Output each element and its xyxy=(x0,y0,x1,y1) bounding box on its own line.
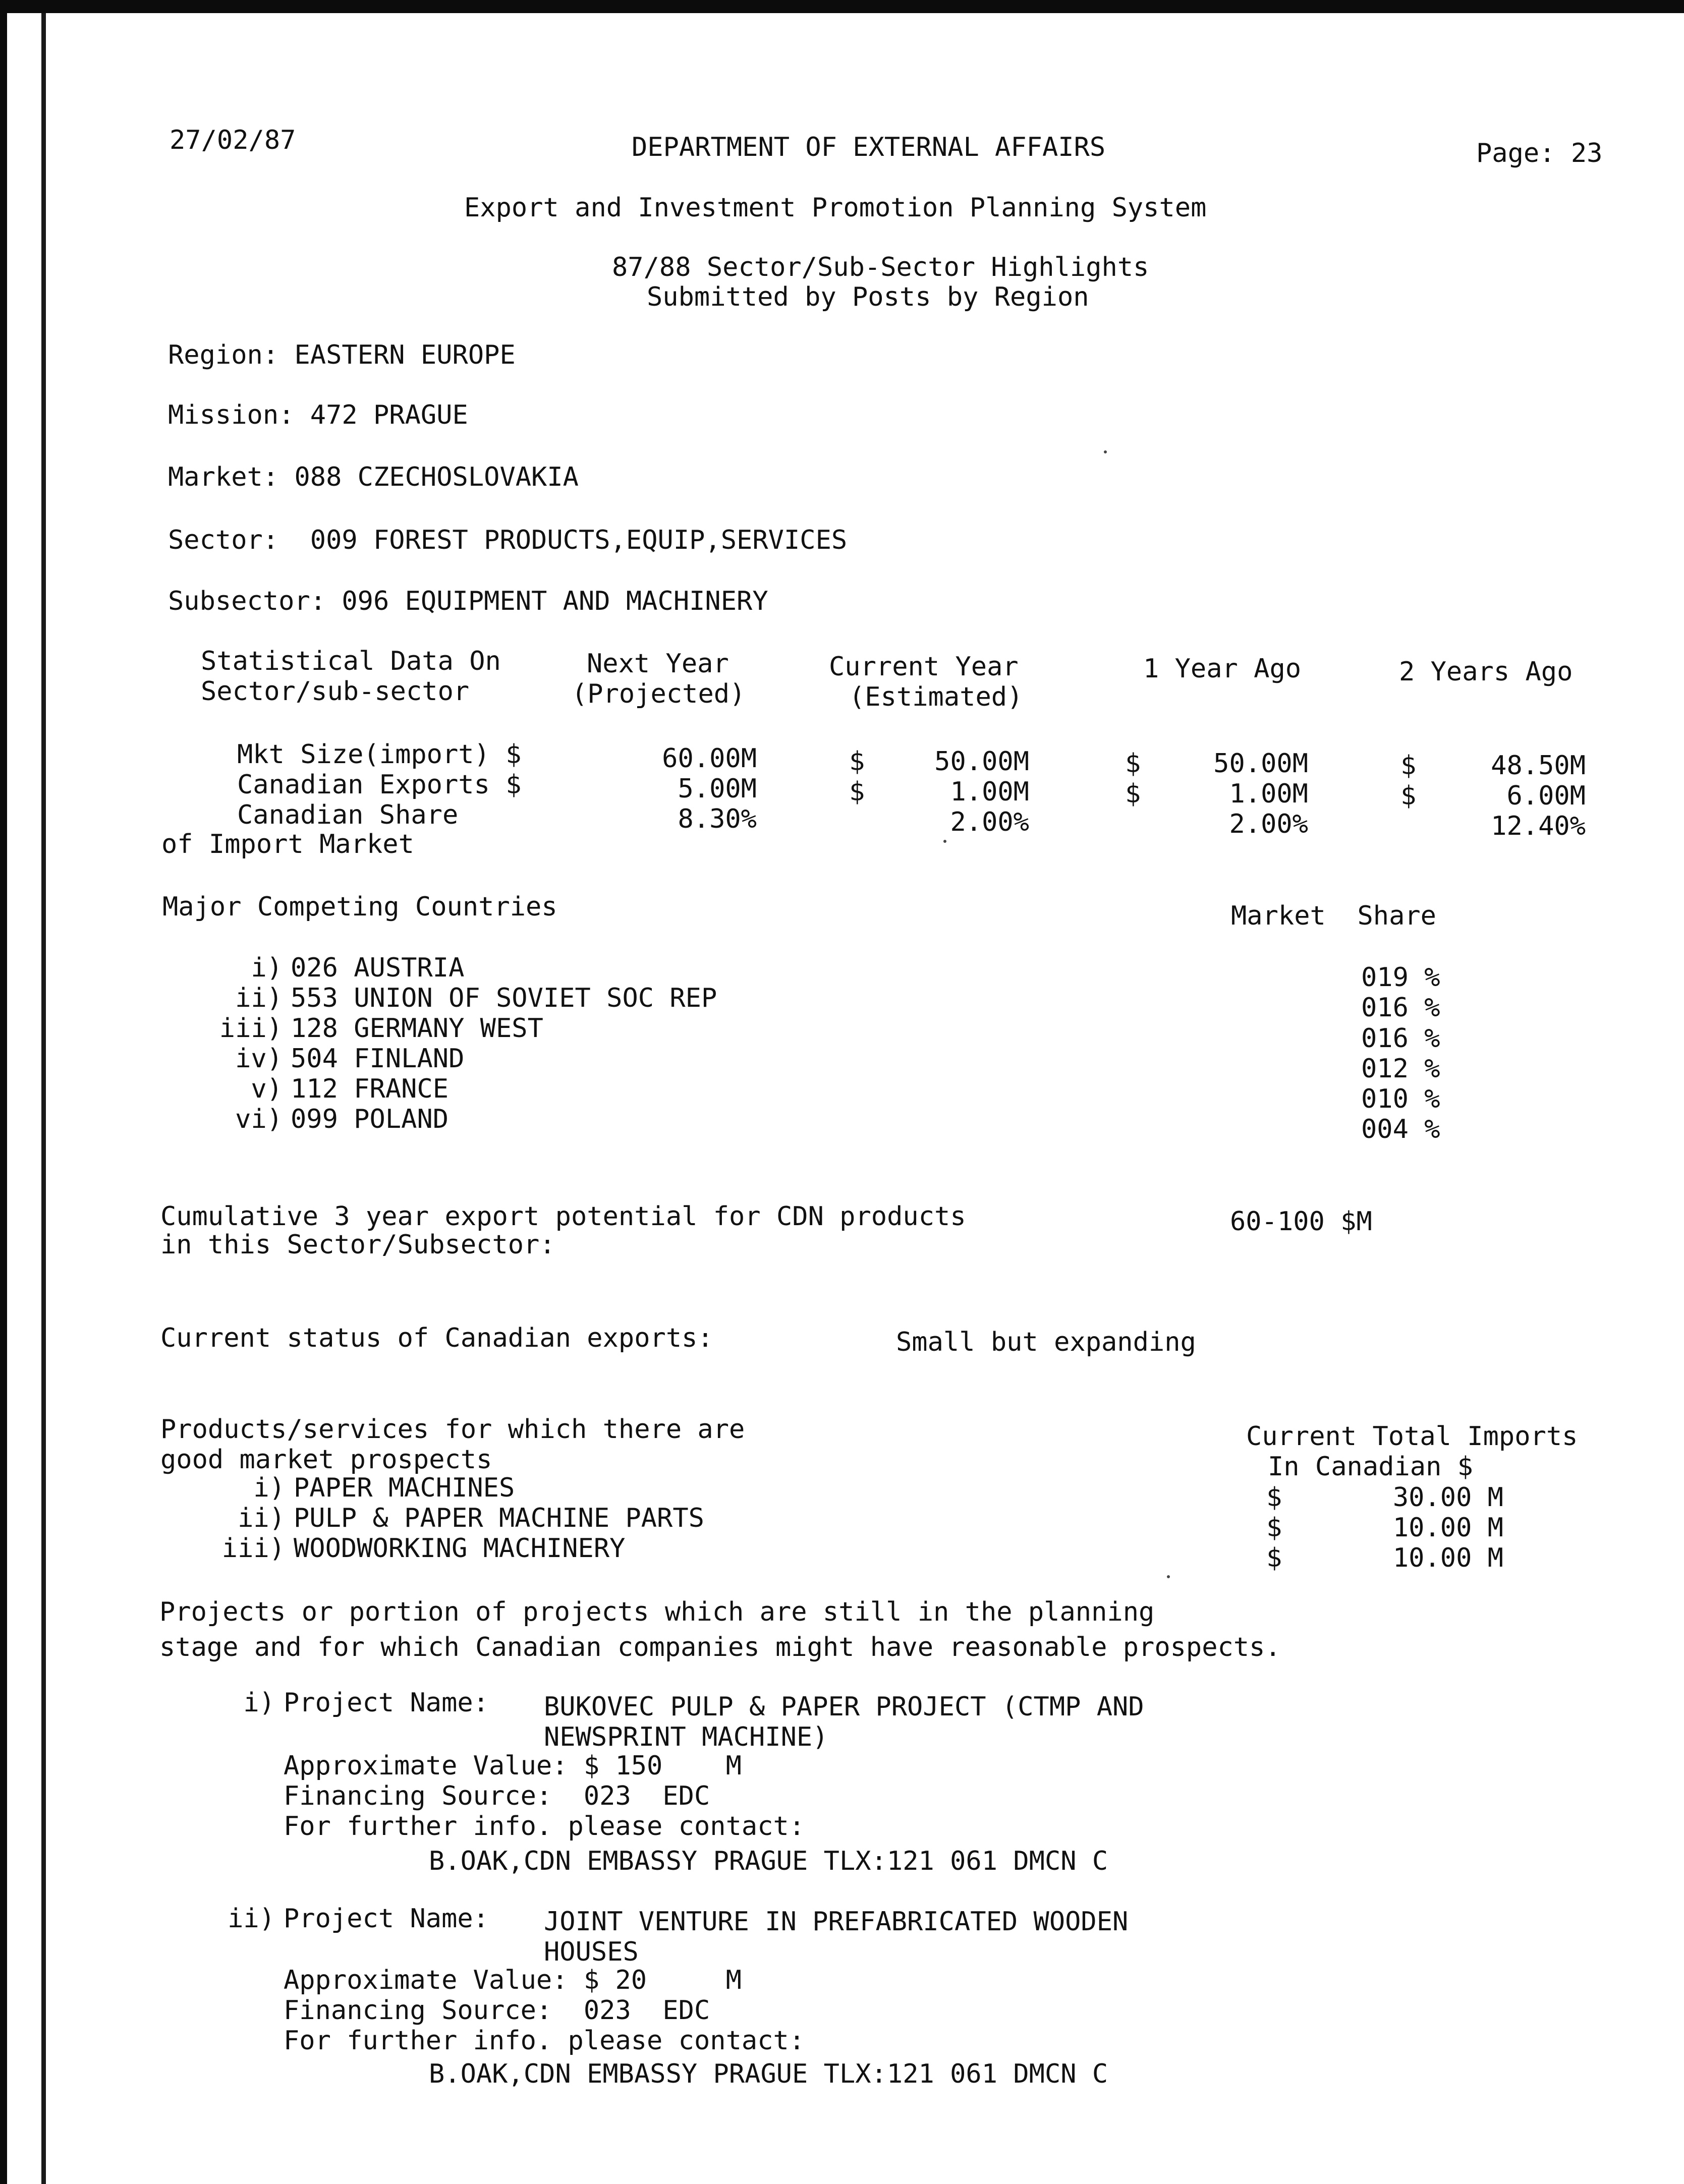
cell-two-years: 48.50M xyxy=(1491,751,1586,781)
imports-column-heading: Current Total Imports xyxy=(1246,1421,1578,1452)
competitors-heading: Major Competing Countries xyxy=(162,892,557,922)
currency-symbol: $ xyxy=(1266,1482,1282,1513)
currency-symbol: $ xyxy=(1400,751,1417,781)
projects-intro: Projects or portion of projects which are still in the planning xyxy=(159,1597,1155,1627)
product-name: PAPER MACHINES xyxy=(294,1473,515,1503)
products-heading: Products/services for which there are xyxy=(160,1414,745,1445)
project-financing: Financing Source: 023 EDC xyxy=(284,1995,710,2026)
region-field: Region: EASTERN EUROPE xyxy=(168,340,516,370)
scan-top-border xyxy=(0,0,1684,13)
imports-column-heading-2: In Canadian $ xyxy=(1268,1452,1473,1482)
sector-field: Sector: 009 FOREST PRODUCTS,EQUIP,SERVICES xyxy=(168,525,848,555)
product-name: WOODWORKING MACHINERY xyxy=(294,1533,626,1564)
scan-speck xyxy=(943,840,946,843)
cell-one-year: 50.00M xyxy=(1213,749,1308,779)
project-contact: B.OAK,CDN EMBASSY PRAGUE TLX:121 061 DMCN C xyxy=(429,1846,1108,1876)
cell-current: 2.00% xyxy=(950,807,1029,837)
department-name: DEPARTMENT OF EXTERNAL AFFAIRS xyxy=(632,132,1106,162)
col-current-year: Current Year xyxy=(829,652,1019,682)
potential-text: Cumulative 3 year export potential for CDN products xyxy=(160,1201,966,1232)
cell-current: 50.00M xyxy=(934,746,1029,777)
potential-value: 60-100 $M xyxy=(1230,1206,1372,1237)
col-next-year-sub: (Projected) xyxy=(572,679,746,709)
currency-symbol: $ xyxy=(1266,1513,1282,1543)
competitor-country: 504 FINLAND xyxy=(291,1044,465,1074)
market-share-heading: Market Share xyxy=(1231,901,1436,931)
row-label: Mkt Size(import) $ xyxy=(237,739,522,770)
product-import-value: 10.00 M xyxy=(1392,1543,1503,1573)
row-label: Canadian Exports $ xyxy=(237,770,522,800)
cell-next: 8.30% xyxy=(678,804,757,834)
list-item-number: i) xyxy=(243,1688,275,1718)
list-item-number: i) xyxy=(251,953,283,983)
report-subtitle: Submitted by Posts by Region xyxy=(647,282,1089,312)
list-item-number: vi) xyxy=(235,1104,283,1134)
subsector-field: Subsector: 096 EQUIPMENT AND MACHINERY xyxy=(168,586,768,616)
project-name-label: Project Name: xyxy=(284,1904,489,1934)
project-financing: Financing Source: 023 EDC xyxy=(284,1781,710,1811)
projects-intro-2: stage and for which Canadian companies might have reasonable prospects. xyxy=(159,1632,1281,1662)
status-value: Small but expanding xyxy=(896,1327,1196,1357)
stats-label-header-2: Sector/sub-sector xyxy=(201,676,470,707)
cell-one-year: 2.00% xyxy=(1229,809,1308,839)
cell-two-years: 6.00M xyxy=(1506,781,1586,811)
products-heading-2: good market prospects xyxy=(160,1445,492,1475)
competitor-country: 553 UNION OF SOVIET SOC REP xyxy=(291,983,717,1013)
project-value: Approximate Value: $ 20 M xyxy=(284,1965,742,1995)
col-current-year-sub: (Estimated) xyxy=(849,682,1023,712)
list-item-number: i) xyxy=(253,1473,285,1503)
scan-speck xyxy=(1167,1575,1170,1578)
list-item-number: ii) xyxy=(235,983,283,1013)
list-item-number: iii) xyxy=(221,1533,285,1564)
list-item-number: ii) xyxy=(238,1503,285,1533)
col-next-year: Next Year xyxy=(587,649,729,679)
currency-symbol: $ xyxy=(1400,781,1417,811)
list-item-number: v) xyxy=(251,1074,283,1104)
product-import-value: 10.00 M xyxy=(1392,1513,1503,1543)
project-value: Approximate Value: $ 150 M xyxy=(284,1751,742,1781)
product-name: PULP & PAPER MACHINE PARTS xyxy=(294,1503,704,1533)
contact-label: For further info. please contact: xyxy=(284,1811,805,1842)
currency-symbol: $ xyxy=(849,746,865,777)
competitor-country: 112 FRANCE xyxy=(291,1074,449,1104)
competitor-share: 019 % xyxy=(1361,962,1440,993)
project-name-label: Project Name: xyxy=(284,1688,489,1718)
cell-two-years: 12.40% xyxy=(1491,811,1586,841)
competitor-share: 004 % xyxy=(1361,1114,1440,1144)
scan-speck xyxy=(1104,450,1107,453)
row-label: Canadian Share xyxy=(237,800,459,830)
cell-one-year: 1.00M xyxy=(1229,779,1308,809)
currency-symbol: $ xyxy=(1125,779,1141,809)
product-import-value: 30.00 M xyxy=(1392,1482,1503,1513)
list-item-number: iv) xyxy=(235,1044,283,1074)
list-item-number: ii) xyxy=(228,1904,275,1934)
stats-label-header: Statistical Data On xyxy=(201,646,501,676)
cell-next: 5.00M xyxy=(678,774,757,804)
scan-left-border xyxy=(0,0,7,2184)
list-item-number: iii) xyxy=(219,1013,283,1044)
project-contact: B.OAK,CDN EMBASSY PRAGUE TLX:121 061 DMCN C xyxy=(429,2059,1108,2089)
potential-text-2: in this Sector/Subsector: xyxy=(160,1230,555,1260)
contact-label: For further info. please contact: xyxy=(284,2026,805,2056)
col-two-years-ago: 2 Years Ago xyxy=(1399,657,1573,687)
competitor-country: 099 POLAND xyxy=(291,1104,449,1134)
page-number: Page: 23 xyxy=(1476,138,1603,168)
project-name: JOINT VENTURE IN PREFABRICATED WOODEN xyxy=(544,1907,1129,1937)
mission-field: Mission: 472 PRAGUE xyxy=(168,400,468,430)
col-one-year-ago: 1 Year Ago xyxy=(1143,654,1302,684)
currency-symbol: $ xyxy=(1125,749,1141,779)
project-name-2: NEWSPRINT MACHINE) xyxy=(544,1722,828,1752)
status-label: Current status of Canadian exports: xyxy=(160,1323,713,1353)
report-date: 27/02/87 xyxy=(170,125,296,155)
competitor-country: 026 AUSTRIA xyxy=(291,953,465,983)
currency-symbol: $ xyxy=(849,777,865,807)
competitor-share: 016 % xyxy=(1361,993,1440,1023)
scan-margin-line xyxy=(41,13,46,2184)
currency-symbol: $ xyxy=(1266,1543,1282,1573)
competitor-share: 016 % xyxy=(1361,1023,1440,1054)
system-title: Export and Investment Promotion Planning System xyxy=(464,193,1207,223)
share-note: of Import Market xyxy=(161,829,414,859)
market-field: Market: 088 CZECHOSLOVAKIA xyxy=(168,462,579,492)
competitor-share: 012 % xyxy=(1361,1054,1440,1084)
competitor-country: 128 GERMANY WEST xyxy=(291,1013,543,1044)
report-title: 87/88 Sector/Sub-Sector Highlights xyxy=(612,252,1149,282)
project-name: BUKOVEC PULP & PAPER PROJECT (CTMP AND xyxy=(544,1692,1144,1722)
competitor-share: 010 % xyxy=(1361,1084,1440,1114)
project-name-2: HOUSES xyxy=(544,1937,639,1967)
cell-current: 1.00M xyxy=(950,777,1029,807)
cell-next: 60.00M xyxy=(662,743,757,774)
